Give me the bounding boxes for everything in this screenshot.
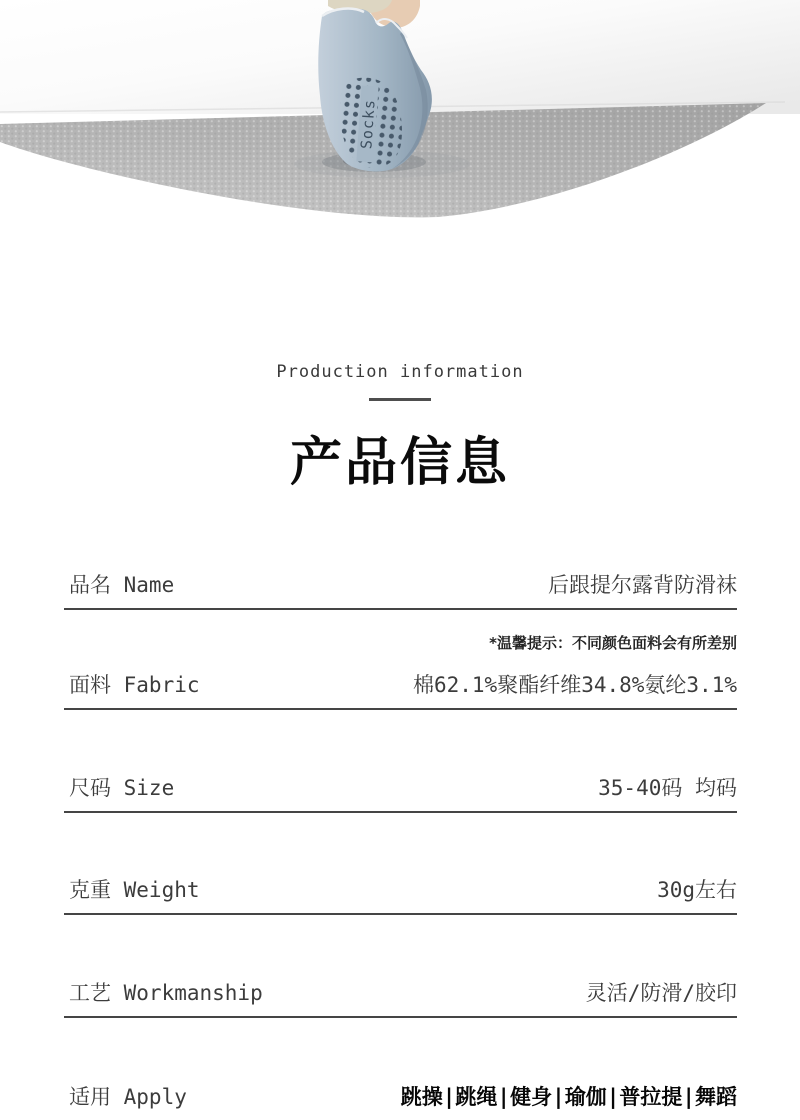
- section-title-zh: 产品信息: [289, 433, 510, 493]
- table-row-fabric: [64, 610, 737, 710]
- row-value-cell: [413, 632, 737, 699]
- row-value: 跳操|跳绳|健身|瑜伽|普拉提|舞蹈: [400, 1085, 737, 1109]
- sock-brand-text: Socks: [357, 98, 379, 150]
- header-divider: [369, 398, 431, 401]
- table-row-name: [64, 540, 737, 610]
- row-label: 工艺 Workmanship: [69, 981, 263, 1005]
- row-label: 克重 Weight: [69, 878, 200, 902]
- hero-photo-illustration: [0, 0, 800, 235]
- row-value: 35-40码 均码: [598, 776, 737, 800]
- row-label: 适用 Apply: [69, 1085, 187, 1109]
- fabric-note: *温馨提示：不同颜色面料会有所差别: [489, 634, 737, 652]
- row-value: 灵活/防滑/胶印: [585, 981, 737, 1005]
- row-label: 尺码 Size: [69, 776, 175, 800]
- row-label: 面料 Fabric: [69, 673, 200, 697]
- row-label: 品名 Name: [69, 573, 175, 597]
- table-row-workmanship: [64, 915, 737, 1018]
- row-value: 30g左右: [657, 878, 737, 902]
- section-subtitle-en: Production information: [276, 362, 524, 382]
- row-value: 后跟提尔露背防滑袜: [548, 573, 737, 597]
- hero-product-photo: [0, 0, 800, 235]
- product-info-table: [64, 540, 737, 1120]
- row-value: 棉62.1%聚酯纤维34.8%氨纶3.1%: [412, 673, 737, 697]
- table-row-size: [64, 710, 737, 813]
- table-row-apply: [64, 1018, 737, 1120]
- table-row-weight: [64, 813, 737, 915]
